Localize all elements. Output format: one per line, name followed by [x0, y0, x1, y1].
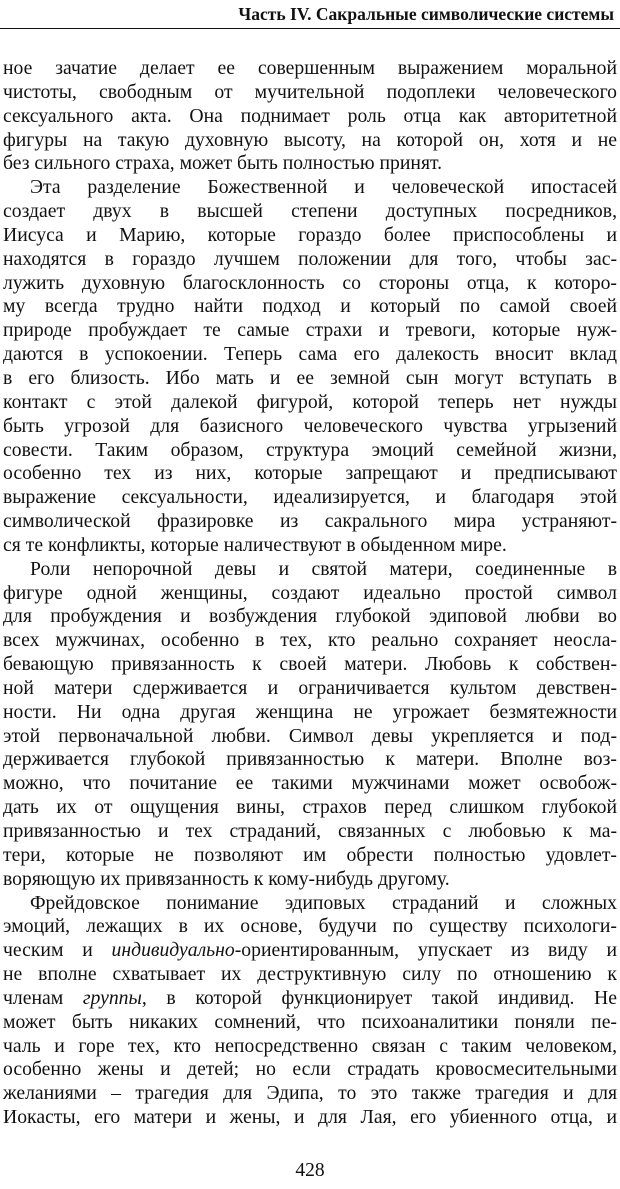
text-line: создает двух в высшей степени доступных посредников, [3, 200, 617, 223]
text-line: воряющую их привязанность к кому-нибудь другому. [3, 867, 450, 890]
text-segment: членам [3, 986, 83, 1009]
text-line: чаль и горе тех, кто непосредственно связан с таким человеком, [3, 1034, 617, 1057]
text-segment: , в которой функционирует такой индивид. Не [141, 986, 617, 1009]
text-line: всех мужчинах, особенно в тех, кто реально сохраняет неосла- [3, 629, 617, 652]
text-line: Иисуса и Марию, которые гораздо более приспособлены и [3, 223, 617, 246]
text-line: Эта разделение Божественной и человеческой ипостасей [30, 176, 617, 199]
header-rule [0, 28, 620, 29]
text-line: находятся в гораздо лучшем положении для того, чтобы зас- [3, 247, 617, 270]
italic-word: группы [82, 986, 142, 1009]
text-line: выражение сексуальности, идеализируется, и благодаря этой [3, 486, 617, 509]
text-line: желаниями – трагедия для Эдипа, то это также трагедия и для [3, 1082, 617, 1105]
text-line: чистоты, свободным от мучительной подоплеки человеческого [3, 80, 617, 103]
text-line: фигуре одной женщины, создают идеально простой символ [3, 581, 617, 604]
text-line: фигуры на такую духовную высоту, на которой он, хотя и не [3, 128, 617, 151]
text-line: может быть никаких сомнений, что психоаналитики поняли пе- [3, 1010, 617, 1033]
text-line: совести. Таким образом, структура эмоций семейной жизни, [3, 438, 617, 461]
text-line [3, 987, 617, 1011]
text-line: даются в успокоении. Теперь сама его далекость вносит вклад [3, 343, 617, 366]
text-segment: -ориентированным, упускает из виду и [234, 939, 617, 962]
text-line: му всегда трудно найти подход и который по самой своей [3, 295, 617, 318]
text-line: можно, что почитание ее такими мужчинами может освобож- [3, 772, 617, 795]
text-line: ное зачатие делает ее совершенным выражением моральной [3, 57, 617, 79]
text-line: этой первоначальной любви. Символ девы укрепляется и под- [3, 724, 617, 747]
text-line: привязанностью и тех страданий, связанных с любовью к ма- [3, 820, 617, 842]
text-line: бевающую привязанность к своей матери. Любовь к собствен- [3, 653, 617, 676]
text-line: не вполне схватывает их деструктивную силу по отношению к [3, 963, 617, 986]
text-line: контакт с этой далекой фигурой, которой теперь нет нужды [3, 390, 617, 413]
text-line: держивается глубокой привязанностью к матери. Вполне воз- [3, 748, 617, 771]
text-line: Роли непорочной девы и святой матери, соединенные в [30, 557, 617, 580]
text-line: сексуального акта. Она поднимает роль отца как авторитетной [3, 104, 617, 127]
running-header: Часть IV. Сакральные символические системы [238, 4, 614, 24]
text-line [3, 939, 617, 963]
text-line: Фрейдовское понимание эдиповых страданий и сложных [30, 891, 617, 914]
text-line: эмоций, лежащих в их основе, будучи по существу психологи- [3, 915, 617, 938]
text-line: без сильного страха, может быть полностью принят. [3, 152, 443, 175]
text-segment: ческим и [3, 939, 112, 962]
text-line: символической фразировке из сакрального мира устраняют- [3, 510, 617, 533]
text-line: особенно тех из них, которые запрещают и предписывают [3, 462, 617, 485]
text-line: в его близость. Ибо мать и ее земной сын могут вступать в [3, 366, 617, 389]
text-line: природе пробуждает те самые страхи и тревоги, которые нуж- [3, 319, 617, 342]
body-text [3, 57, 617, 1130]
text-line: лужить духовную благосклонность со стороны отца, к которо- [3, 271, 617, 294]
italic-word: индивидуально [111, 939, 235, 962]
text-line: тери, которые не позволяют им обрести полностью удовлет- [3, 843, 617, 866]
text-line: Иокасты, его матери и жены, и для Лая, его убиенного отца, и [3, 1106, 617, 1129]
page-number: 428 [295, 1160, 325, 1181]
text-line: ся те конфликты, которые наличествуют в обыденном мире. [3, 533, 507, 556]
text-line: для пробуждения и возбуждения глубокой эдиповой любви во [3, 605, 617, 628]
text-line: ной матери сдерживается и ограничивается культом девствен- [3, 676, 617, 699]
text-line: дать их от ощущения вины, страхов перед слишком глубокой [3, 796, 617, 819]
text-line: особенно жены и детей; но если страдать кровосмесительными [3, 1058, 617, 1081]
text-line: быть угрозой для базисного человеческого чувства угрызений [3, 414, 617, 437]
text-line: ности. Ни одна другая женщина не угрожает безмятежности [3, 700, 617, 723]
